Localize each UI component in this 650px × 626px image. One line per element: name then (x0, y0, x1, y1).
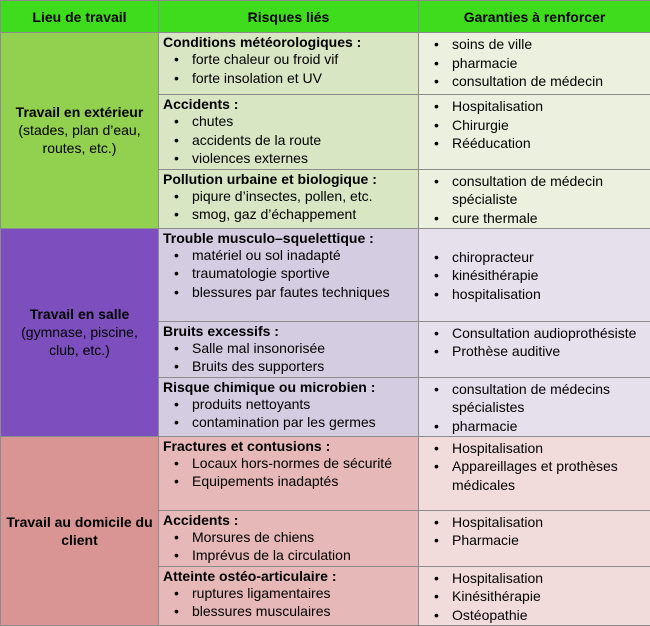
garantie-item: • Hospitalisation (419, 513, 650, 532)
garanties-cell (419, 377, 650, 436)
garantie-item: • pharmacie (419, 417, 650, 436)
garantie-item: • Prothèse auditive (419, 342, 650, 361)
table-body (1, 33, 650, 626)
risk-item: • forte chaleur ou froid vif (159, 50, 418, 69)
lieu-cell (1, 436, 159, 625)
risk-title: Risque chimique ou microbien : (159, 378, 418, 395)
lieu-title: Travail en extérieur (5, 103, 154, 121)
lieu-subtitle: (gymnase, piscine, club, etc.) (5, 323, 154, 359)
risk-title: Fractures et contusions : (159, 437, 418, 454)
lieu-cell (1, 33, 159, 229)
garantie-item: • Pharmacie (419, 531, 650, 550)
garanties-cell (419, 169, 650, 228)
risk-item: • chutes (159, 112, 418, 131)
garanties-cell (419, 566, 650, 625)
table-row (1, 436, 650, 510)
garanties-cell (419, 436, 650, 510)
risk-item: • traumatologie sportive (159, 264, 418, 283)
garantie-item: • Hospitalisation (419, 569, 650, 588)
risk-item: • ruptures ligamentaires (159, 584, 418, 603)
lieu-title: Travail au domicile du client (5, 513, 154, 549)
lieu-subtitle: (stades, plan d’eau, routes, etc.) (5, 121, 154, 157)
risk-item: • Bruits des supporters (159, 357, 418, 376)
garantie-item: • cure thermale (419, 209, 650, 228)
lieu-cell (1, 228, 159, 436)
risk-item: • Equipements inadaptés (159, 472, 418, 491)
garantie-item: • consultation de médecin (419, 72, 650, 91)
risk-item: • smog, gaz d’échappement (159, 205, 418, 224)
risk-item: • forte insolation et UV (159, 69, 418, 88)
risk-item: • piqure d’insectes, pollen, etc. (159, 187, 418, 206)
risk-title: Conditions météorologiques : (159, 33, 418, 50)
risk-item: • Morsures de chiens (159, 528, 418, 547)
risk-cell (159, 566, 419, 625)
table-row (1, 33, 650, 95)
header-risques: Risques liés (159, 1, 419, 33)
risk-item: • violences externes (159, 149, 418, 168)
risk-item: • accidents de la route (159, 131, 418, 150)
risk-title: Accidents : (159, 511, 418, 528)
risk-title: Accidents : (159, 95, 418, 112)
risk-item: • blessures musculaires (159, 602, 418, 621)
risk-cell (159, 436, 419, 510)
garanties-cell (419, 95, 650, 170)
garanties-cell (419, 510, 650, 566)
risk-cell (159, 510, 419, 566)
risk-title: Atteinte ostéo-articulaire : (159, 567, 418, 584)
risk-cell (159, 228, 419, 321)
garantie-item: • pharmacie (419, 54, 650, 73)
garantie-item: • Ostéopathie (419, 606, 650, 625)
risk-item: • blessures par fautes techniques (159, 283, 418, 302)
garantie-item: • chiropracteur (419, 248, 650, 267)
garantie-item: • Kinésithérapie (419, 587, 650, 606)
risk-title: Trouble musculo–squelettique : (159, 229, 418, 246)
garantie-item: • hospitalisation (419, 285, 650, 304)
garantie-item: • Appareillages et prothèses médicales (419, 457, 650, 494)
risk-item: • contamination par les germes (159, 413, 418, 432)
lieu-title: Travail en salle (5, 305, 154, 323)
garanties-cell (419, 33, 650, 95)
garantie-item: • soins de ville (419, 35, 650, 54)
risk-title: Pollution urbaine et biologique : (159, 170, 418, 187)
header-row (1, 1, 650, 33)
garantie-item: • Rééducation (419, 134, 650, 153)
garanties-cell (419, 228, 650, 321)
header-garanties: Garanties à renforcer (419, 1, 650, 33)
risk-item: • Imprévus de la circulation (159, 546, 418, 565)
risk-item: • matériel ou sol inadapté (159, 246, 418, 265)
risk-item: • Salle mal insonorisée (159, 339, 418, 358)
risk-cell (159, 377, 419, 436)
risk-cell (159, 33, 419, 95)
garantie-item: • consultation de médecin spécialiste (419, 172, 650, 209)
garantie-item: • kinésithérapie (419, 266, 650, 285)
garantie-item: • Hospitalisation (419, 439, 650, 458)
garantie-item: • consultation de médecins spécialistes (419, 380, 650, 417)
risk-item: • Locaux hors-normes de sécurité (159, 454, 418, 473)
risk-cell (159, 321, 419, 377)
header-lieu: Lieu de travail (1, 1, 159, 33)
garantie-item: • Consultation audioprothésiste (419, 324, 650, 343)
risk-cell (159, 169, 419, 228)
garanties-cell (419, 321, 650, 377)
table-row (1, 228, 650, 321)
risk-cell (159, 95, 419, 170)
garantie-item: • Hospitalisation (419, 97, 650, 116)
garantie-item: • Chirurgie (419, 116, 650, 135)
risk-title: Bruits excessifs : (159, 322, 418, 339)
risk-item: • produits nettoyants (159, 395, 418, 414)
